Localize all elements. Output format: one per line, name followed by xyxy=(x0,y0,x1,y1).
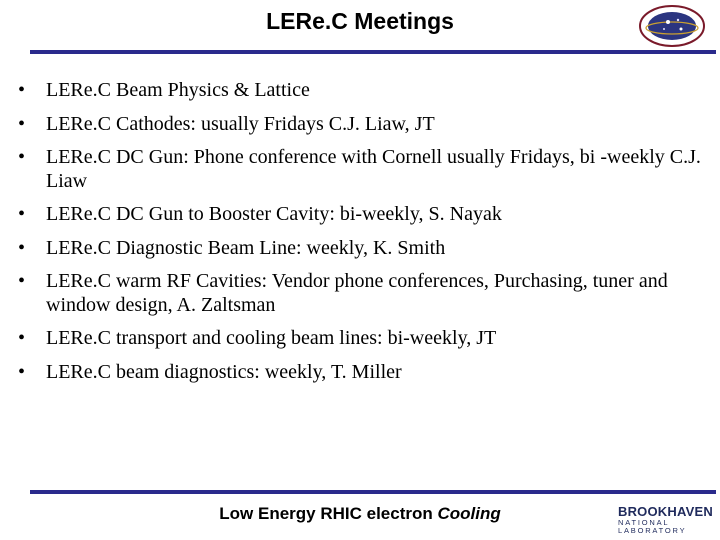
list-item xyxy=(18,203,708,227)
list-item xyxy=(18,270,708,317)
collider-physics-logo xyxy=(636,2,708,50)
bullet-icon: • xyxy=(18,360,26,383)
list-item-text: LERe.C DC Gun to Booster Cavity: bi-weekly, S. Nayak xyxy=(46,203,502,225)
bullet-icon: • xyxy=(18,270,26,292)
footer-caption xyxy=(180,504,540,524)
list-item xyxy=(18,237,708,261)
list-item-text: LERe.C DC Gun: Phone conference with Cornell usually Fridays, bi -weekly C.J. Liaw xyxy=(46,146,701,192)
bullet-icon: • xyxy=(18,236,26,259)
list-item xyxy=(18,361,708,385)
bullet-icon: • xyxy=(18,203,26,225)
list-item-text: LERe.C transport and cooling beam lines: bi-weekly, JT xyxy=(46,327,497,349)
footer-text: Low Energy RHIC electron xyxy=(219,504,438,523)
brand-line2: NATIONAL LABORATORY xyxy=(618,518,687,535)
list-item-text: LERe.C warm RF Cavities: Vendor phone conferences, Purchasing, tuner and window design, A. Zaltsman xyxy=(46,270,668,316)
list-item-text: LERe.C beam diagnostics: weekly, T. Miller xyxy=(46,360,402,383)
bullet-icon: • xyxy=(18,79,26,101)
list-item xyxy=(18,327,708,351)
list-item-text: LERe.C Cathodes: usually Fridays C.J. Liaw, JT xyxy=(46,112,435,135)
list-item-text: LERe.C Diagnostic Beam Line: weekly, K. Smith xyxy=(46,236,446,259)
header-rule xyxy=(30,50,716,54)
page-title: LERe.C Meetings xyxy=(266,8,454,34)
list-item xyxy=(18,113,708,137)
bullet-icon: • xyxy=(18,112,26,135)
bullet-list xyxy=(18,79,708,394)
brookhaven-logo xyxy=(618,505,718,534)
list-item xyxy=(18,146,708,193)
footer-text-italic: Cooling xyxy=(437,504,501,523)
brand-line1: BROOKHAVEN xyxy=(618,504,713,519)
list-item-text: LERe.C Beam Physics & Lattice xyxy=(46,79,310,101)
bullet-icon: • xyxy=(18,327,26,349)
list-item xyxy=(18,79,708,103)
footer-rule xyxy=(30,490,716,494)
bullet-icon: • xyxy=(18,146,26,168)
